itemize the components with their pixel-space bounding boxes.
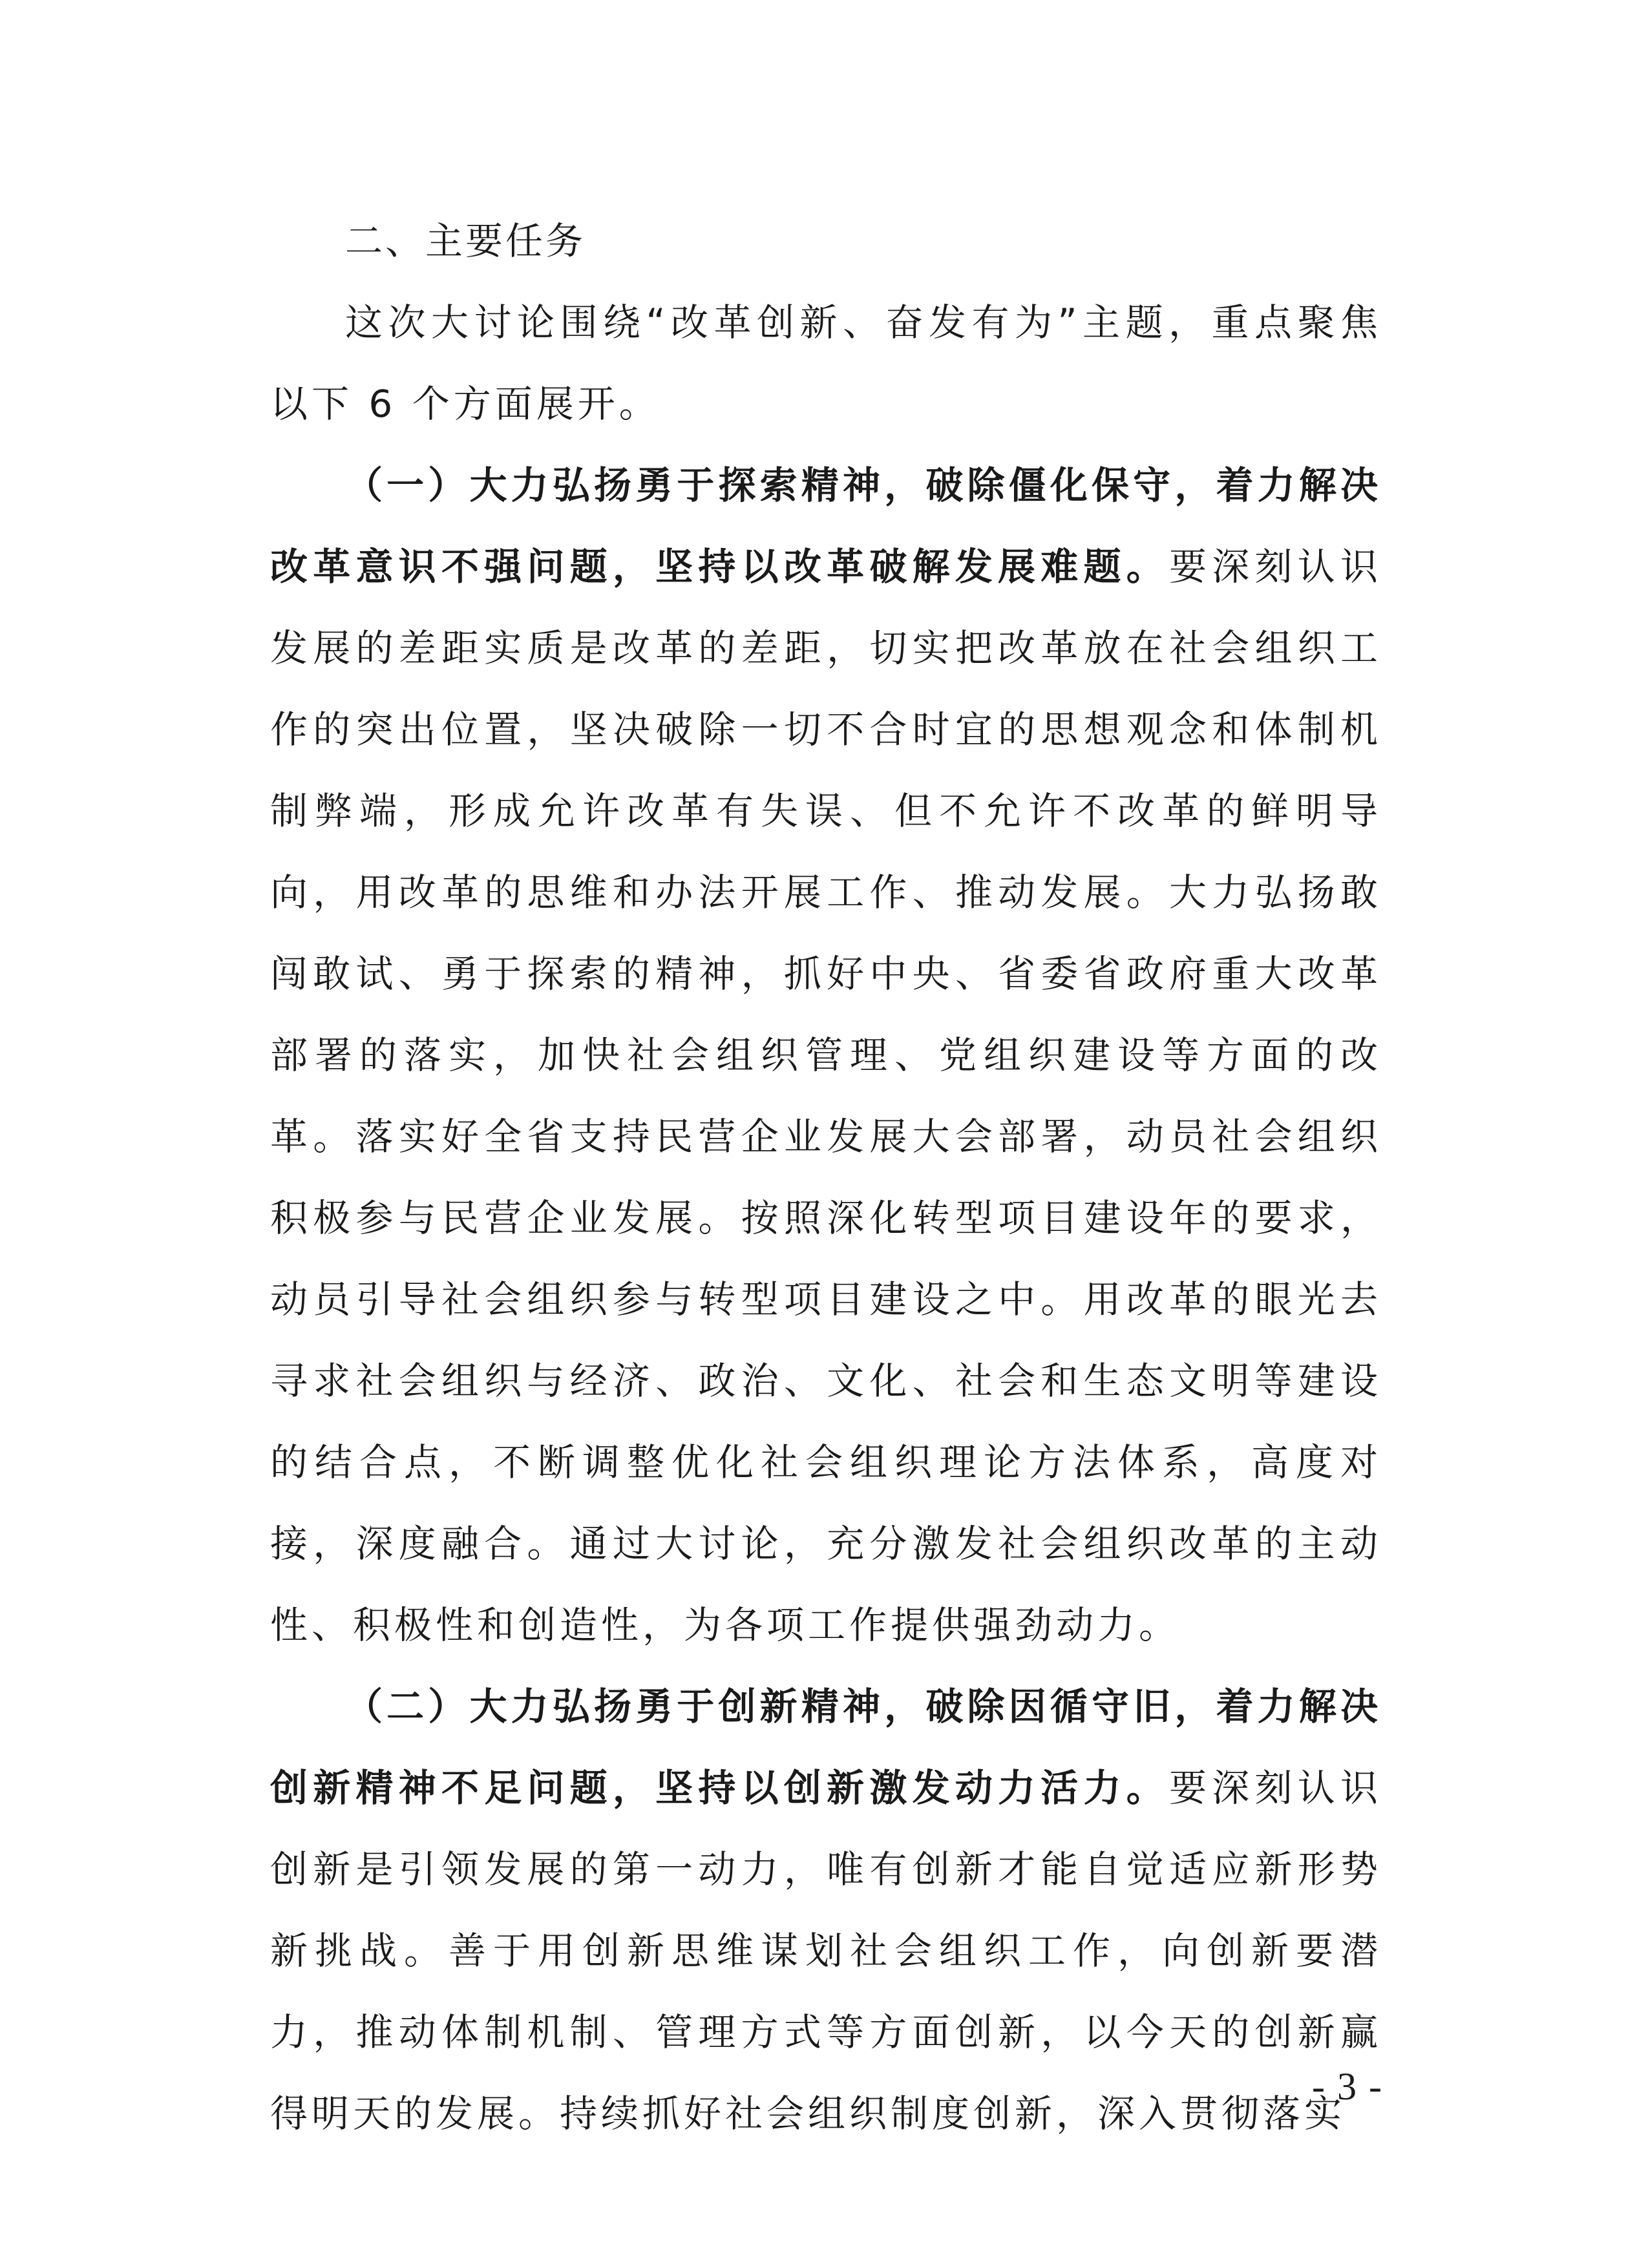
document-body — [270, 200, 1382, 2154]
task-lead-1: （一）大力弘扬勇于探索精神，破除僵化保守，着力解决改革意识不强问题，坚持以改革破解发展难题。 — [270, 463, 1382, 589]
intro-paragraph: 这次大讨论围绕“改革创新、奋发有为”主题，重点聚焦以下 6 个方面展开。 — [270, 300, 1382, 426]
task-body-2: 要深刻认识创新是引领发展的第一动力，唯有创新才能自觉适应新形势新挑战。善于用创新思维谋划社会组织工作，向创新要潜力，推动体制机制、管理方式等方面创新，以今天的创新赢得明天的发展。持续抓好社会组织制度创新，深入贯彻落实 — [270, 1766, 1382, 2136]
task-body-1: 要深刻认识发展的差距实质是改革的差距，切实把改革放在社会组织工作的突出位置，坚决破除一切不合时宜的思想观念和体制机制弊端，形成允许改革有失误、但不允许不改革的鲜明导向，用改革的思维和办法开展工作、推动发展。大力弘扬敢闯敢试、勇于探索的精神，抓好中央、省委省政府重大改革部署的落实，加快社会组织管理、党组织建设等方面的改革。落实好全省支持民营企业发展大会部署，动员社会组织积极参与民营企业发展。按照深化转型项目建设年的要求，动员引导社会组织参与转型项目建设之中。用改革的眼光去寻求社会组织与经济、政治、文化、社会和生态文明等建设的结合点，不断调整优化社会组织理论方法体系，高度对接，深度融合。通过大讨论，充分激发社会组织改革的主动性、积极性和创造性，为各项工作提供强劲动力。 — [270, 545, 1382, 1647]
task-paragraph-1 — [270, 445, 1382, 1666]
task-lead-2: （二）大力弘扬勇于创新精神，破除因循守旧，着力解决创新精神不足问题，坚持以创新激发动力活力。 — [270, 1685, 1382, 1810]
task-paragraph-2 — [270, 1666, 1382, 2154]
page-number: - 3 - — [1312, 2065, 1383, 2108]
section-heading: 二、主要任务 — [345, 219, 586, 263]
